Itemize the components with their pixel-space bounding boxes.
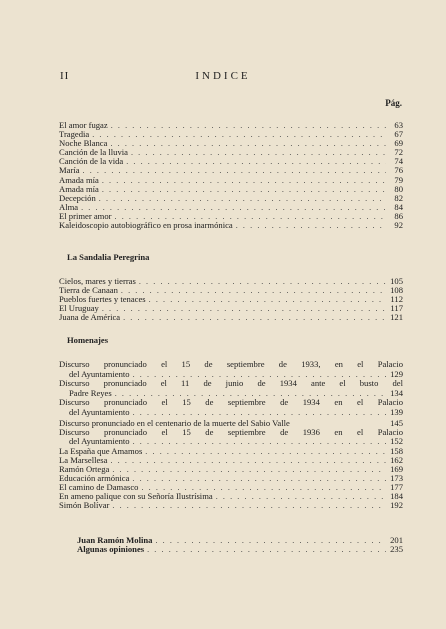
list-item: Amada mía . . . 80 xyxy=(59,185,403,194)
list-item: Discurso pronunciado en el centenario de la muerte del Sabio Valle 145 xyxy=(59,417,403,428)
list-item: Discurso pronunciado el 15 de septiembre de 1934 en el Palacio del Ayuntamiento . . . 139 xyxy=(59,398,403,417)
list-item: Cielos, mares y tierras . . . 105 xyxy=(59,277,403,286)
list-item: Alma . . . 84 xyxy=(59,203,403,212)
list-item: Pueblos fuertes y tenaces . . . 112 xyxy=(59,295,403,304)
list-item: El primer amor . . . 86 xyxy=(59,212,403,221)
list-item: Discurso pronunciado el 15 de septiembre de 1936 en el Palacio del Ayuntamiento . . . 152 xyxy=(59,428,403,447)
list-item: Kaleidoscopio autobiográfico en prosa inarmónica . . . 92 xyxy=(59,221,403,230)
list-item: Discurso pronunciado el 11 de junio de 1934 ante el busto del Padre Reyes . . . 134 xyxy=(59,379,403,398)
list-item: Juan Ramón Molina . . . 201 xyxy=(59,536,403,545)
list-item: Simón Bolívar . . . 192 xyxy=(59,501,403,510)
list-item: En ameno palique con su Señoría Ilustrísima . . . 184 xyxy=(59,492,403,501)
homenajes-list xyxy=(59,360,403,510)
page-title: INDICE xyxy=(195,70,251,82)
list-item: Noche Blanca . . . 69 xyxy=(59,139,403,148)
closing-list xyxy=(59,536,403,554)
page-column-label: Pág. xyxy=(385,98,402,108)
page-number: II xyxy=(60,70,70,82)
list-item: Tierra de Canaan . . . 108 xyxy=(59,286,403,295)
list-item: Discurso pronunciado el 15 de septiembre de 1933, en el Palacio del Ayuntamiento . . . 129 xyxy=(59,360,403,379)
list-item: La Marsellesa . . . 162 xyxy=(59,456,403,465)
list-item: El amor fugaz . . . 63 xyxy=(59,121,403,130)
list-item: La España que Amamos . . . 158 xyxy=(59,447,403,456)
list-item: María . . . 76 xyxy=(59,166,403,175)
list-item: Ramón Ortega . . . 169 xyxy=(59,465,403,474)
list-item: Canción de la vida . . . 74 xyxy=(59,157,403,166)
list-item: Amada mía . . . 79 xyxy=(59,176,403,185)
section-heading: Homenajes xyxy=(67,335,109,345)
list-item: Algunas opiniones . . . 235 xyxy=(59,545,403,554)
list-item: Juana de América . . . 121 xyxy=(59,313,403,322)
sandalia-list xyxy=(59,277,403,322)
list-item: Decepción . . . 82 xyxy=(59,194,403,203)
section-heading: La Sandalia Peregrina xyxy=(67,252,150,262)
list-item: El Uruguay . . . 117 xyxy=(59,304,403,313)
list-item: Educación armónica . . . 173 xyxy=(59,474,403,483)
list-item: Canción de la lluvia . . . 72 xyxy=(59,148,403,157)
list-item: Tragedia . . . 67 xyxy=(59,130,403,139)
poems-list xyxy=(59,121,403,230)
list-item: El camino de Damasco . . . 177 xyxy=(59,483,403,492)
